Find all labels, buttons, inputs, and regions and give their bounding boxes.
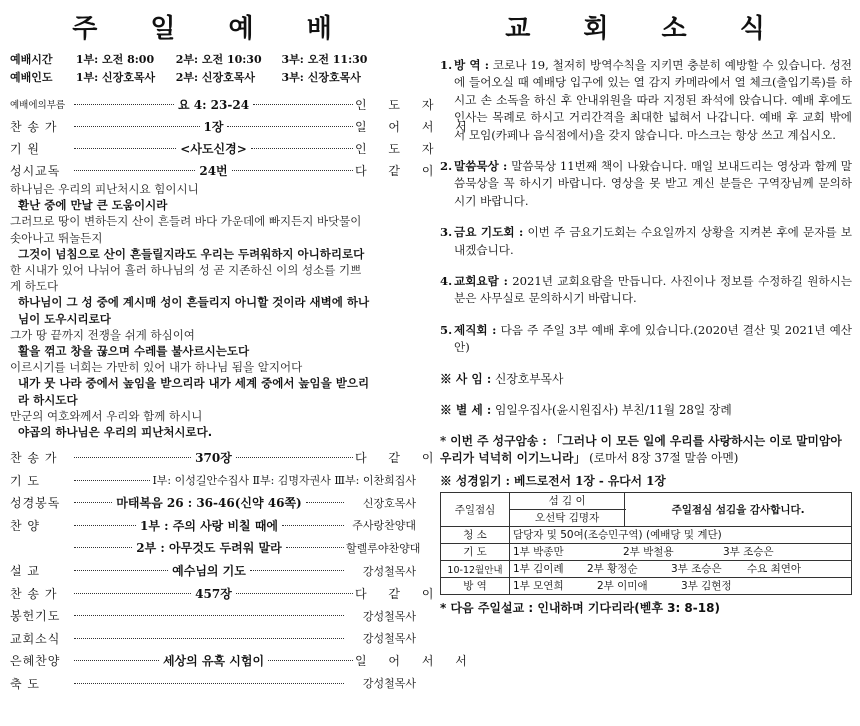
- cell-quarantine-detail: [510, 577, 852, 594]
- order-row: [10, 627, 416, 650]
- order-row: [10, 491, 416, 514]
- order-person: 신장호목사: [362, 496, 417, 510]
- time-part3: 3부: 오전 11:30: [281, 53, 368, 66]
- leaders-label: 예배인도: [10, 71, 53, 84]
- cell-lunch: 주일점심: [441, 492, 510, 526]
- news-text: 2021년 교회요람을 만듭니다. 사진이나 정보를 수정하길 원하시는 분은 사무실로 문의하시기 바랍니다.: [454, 274, 852, 306]
- leader-dots: [74, 547, 132, 548]
- order-label: 예배에의부름: [10, 100, 66, 111]
- leader-dots: [227, 126, 353, 127]
- worship-title: 주 일 예 배: [72, 14, 354, 44]
- news-text: 말씀묵상 11번째 책이 나왔습니다. 매일 보내드리는 영상과 함께 말씀묵상을 꼭 하시기 바랍니다. 영상을 못 받고 계신 분들은 구역장님께 문의하시기 바랍니다.: [454, 159, 852, 208]
- guide-wed: 수요 최연아: [747, 563, 802, 576]
- news-note: [440, 402, 852, 419]
- news-item: [440, 57, 852, 144]
- reading-response: 활을 꺾고 창을 끊으며 수레를 불사르시는도다: [18, 344, 250, 359]
- order-person: 강성철목사: [362, 609, 416, 623]
- cell-guide: 10-12월안내: [441, 560, 510, 577]
- order-person: 강성철목사: [362, 564, 417, 578]
- news-keyword: 교회요람 :: [454, 274, 508, 289]
- news-notes: [440, 371, 852, 419]
- order-person: 인 도 자: [355, 141, 443, 156]
- time-part1: 1부: 오전 8:00: [75, 53, 155, 66]
- order-person: 일 어 서 서: [355, 654, 476, 669]
- leader-dots: [282, 525, 344, 526]
- leader-dots: [74, 126, 200, 127]
- reading-lead: 그가 땅 끝까지 전쟁을 쉬게 하심이여: [10, 327, 195, 342]
- news-item: [440, 322, 852, 357]
- news-item: [440, 224, 852, 259]
- leader-dots: [74, 148, 176, 149]
- order-row: [10, 650, 476, 673]
- reading-lead: 게 하도다: [10, 279, 59, 294]
- news-keyword: 말씀묵상 :: [454, 159, 508, 174]
- note-text: 신장호부목사: [491, 371, 564, 386]
- news-keyword: 금요 기도회 :: [454, 225, 524, 240]
- leader-dots: [251, 148, 353, 149]
- order-item: 예수님의 기도: [172, 564, 246, 579]
- order-row: [10, 93, 443, 115]
- order-label: 성시교독: [10, 163, 61, 178]
- order-row: [10, 559, 416, 582]
- news-number: 1.: [440, 58, 453, 72]
- leader-dots: [74, 570, 168, 571]
- worship-times: [10, 51, 416, 69]
- reading-response: 님이 도우시리로다: [18, 311, 111, 326]
- leader-dots: [74, 638, 344, 639]
- order-row: [10, 582, 443, 605]
- leader-dots: [286, 547, 344, 548]
- news-body: [454, 158, 852, 210]
- leader-dots: [74, 170, 195, 171]
- reading-lead: 만군의 여호와께서 우리와 함께 하시니: [10, 408, 203, 423]
- guide-p2: 2부 황정순: [587, 563, 638, 576]
- leader-dots: [74, 502, 112, 503]
- order-label: 찬 양: [10, 518, 40, 533]
- cell-server-names: 오선탁 김명자: [510, 509, 625, 526]
- order-label: 축 도: [10, 676, 40, 691]
- memory-verse: [440, 433, 852, 467]
- memory-label: * 이번 주 성구암송 :: [440, 433, 547, 448]
- leader-dots: [74, 104, 174, 105]
- reading-lead: 이르시기를 너희는 가만히 있어 내가 하나님 됨을 알지어다: [10, 360, 303, 375]
- responsive-reading: [10, 181, 416, 440]
- order-item: 1장: [203, 119, 224, 134]
- news-body: [454, 224, 852, 259]
- order-row: [10, 446, 443, 469]
- note-keyword: ※ 사 임 :: [440, 371, 492, 386]
- cell-cleaning-detail: 담당자 및 50여(조승민구역) (예배당 및 계단): [510, 526, 852, 543]
- order-row: [10, 115, 476, 137]
- news-body: [454, 57, 852, 144]
- order-person: 할렐루야찬양대: [346, 541, 421, 555]
- order-row: [10, 514, 416, 537]
- news-keyword: 제직회 :: [454, 322, 497, 337]
- news-text: 이번 주 금요기도회는 수요일까지 상황을 지켜본 후에 문자를 보내겠습니다.: [454, 225, 852, 257]
- news-note: [440, 371, 852, 388]
- prayer-p3: 3부 조승은: [723, 546, 774, 559]
- leader-dots: [74, 593, 191, 594]
- leader-dots: [74, 480, 150, 481]
- news-title: 교 회 소 식: [505, 14, 787, 44]
- news-number: 2.: [440, 159, 453, 174]
- memory-ref: (로마서 8장 37절 말씀 아멘): [585, 450, 739, 465]
- note-keyword: ※ 별 세 :: [440, 402, 492, 417]
- order-label: 찬 송 가: [10, 586, 58, 601]
- order-item: 1부 : 주의 사랑 비칠 때에: [140, 518, 278, 533]
- cell-cleaning: 청 소: [441, 526, 510, 543]
- news-body: [454, 273, 852, 308]
- cell-prayer-detail: [510, 543, 852, 560]
- leader-dots: [74, 457, 191, 458]
- times-label: 예배시간: [10, 53, 53, 66]
- leader-dots: [306, 502, 344, 503]
- order-person: 다 같 이: [355, 163, 443, 178]
- order-row: [10, 604, 416, 627]
- bible-reading: ※ 성경읽기 : 베드로전서 1장 - 유다서 1장: [440, 473, 666, 488]
- service-table: [440, 492, 852, 595]
- news-number: 4.: [440, 274, 453, 289]
- leader-dots: [74, 615, 344, 616]
- reading-lead: 한 시내가 있어 나뉘어 흘러 하나님의 성 곧 지존하신 이의 성소를 기쁘: [10, 263, 362, 278]
- order-item: 457장: [195, 586, 232, 601]
- quar-p1: 1부 모연희: [513, 580, 564, 593]
- news-keyword: 방 역 :: [454, 58, 490, 72]
- order-row: [10, 159, 443, 181]
- order-row: [10, 537, 421, 560]
- leader-dots: [268, 660, 353, 661]
- leader-dots: [232, 170, 353, 171]
- leader-dots: [74, 525, 136, 526]
- leader-dots: [253, 104, 353, 105]
- order-item: 24번: [199, 163, 228, 178]
- order-person: 다 같 이: [355, 586, 443, 601]
- news-text: 다음 주 주일 3부 예배 후에 있습니다.(2020년 결산 및 2021년 예산안): [454, 322, 853, 355]
- prayer-p2: 2부 박철용: [623, 546, 674, 559]
- prayer-p1: 1부 박종만: [513, 546, 564, 559]
- reading-response: 그것이 넘침으로 산이 흔들릴지라도 우리는 두려워하지 아니하리로다: [18, 246, 365, 261]
- order-label: 기 도: [10, 473, 40, 488]
- cell-guide-detail: [510, 560, 852, 577]
- leader-dots: [236, 593, 353, 594]
- order-label: 기 원: [10, 141, 40, 156]
- order-person: 다 같 이: [355, 451, 443, 466]
- reading-response: 내가 뭇 나라 중에서 높임을 받으리라 내가 세계 중에서 높임을 받으리: [18, 376, 370, 391]
- reading-response: 환난 중에 만날 큰 도움이시라: [18, 198, 168, 213]
- order-row: [10, 672, 416, 695]
- church-news-column: [440, 0, 852, 616]
- cell-servers: 섬 김 이: [510, 492, 625, 509]
- worship-leaders: [10, 69, 416, 87]
- quar-p3: 3부 김현정: [681, 580, 732, 593]
- leader-dots: [236, 457, 353, 458]
- order-row: [10, 469, 416, 492]
- guide-p3: 3부 조승은: [671, 563, 722, 576]
- leader-dots: [250, 570, 344, 571]
- news-items: [440, 57, 852, 357]
- order-list-top: [10, 93, 476, 181]
- reading-lead: 그러므로 땅이 변하든지 산이 흔들려 바다 가운데에 빠지든지 바닷물이: [10, 214, 362, 229]
- reading-lead: 솟아나고 뛰놀든지: [10, 230, 103, 245]
- order-person: 인 도 자: [355, 97, 443, 112]
- note-text: 임일우집사(윤시원집사) 부친/11월 28일 장례: [491, 402, 732, 417]
- order-item: 요 4: 23-24: [177, 97, 250, 112]
- order-item: 마태복음 26 : 36-46(신약 46쪽): [116, 496, 302, 511]
- cell-quarantine: 방 역: [441, 577, 510, 594]
- order-item: 세상의 유혹 시험이: [162, 654, 265, 669]
- order-person: 주사랑찬양대: [352, 519, 416, 533]
- guide-p1: 1부 김이례: [513, 563, 564, 576]
- order-person: 일 어 서 서: [355, 119, 476, 134]
- order-label: 은혜찬양: [10, 654, 61, 669]
- leader-part1: 1부: 신장호목사: [75, 71, 156, 84]
- news-text: 코로나 19, 철저히 방역수칙을 지키면 충분히 예방할 수 있습니다. 성전에 들어오실 때 예배당 입구에 있는 열 감지 카메라에서 열 체크(출입기록)를 하시고 손 소독을 하신 후 안내위원을 따라 지정된 좌석에 앉습니다. 예배 후에도 인사는 목례로 하시고 거리간격을 최대한 넓혀서 나갑니다. 예배 후 교회 밖에서 모임(카페나 음식점에서)을 갖지 않습니다. 마스크는 항상 쓰고 계십시오.: [454, 58, 852, 142]
- leader-part3: 3부: 신장호목사: [281, 71, 361, 84]
- order-item: <사도신경>: [180, 141, 247, 156]
- memory-quote: 「그러나 이 모든 일에 우리를 사랑하시는 이로 말미암아 우리가 넉넉히 이기느니라」: [440, 433, 842, 465]
- time-part2: 2부: 오전 10:30: [175, 53, 262, 66]
- news-item: [440, 273, 852, 308]
- news-body: [454, 322, 852, 357]
- reading-response: 야곱의 하나님은 우리의 피난처시로다.: [18, 425, 213, 440]
- reading-response: 라 하시도다: [18, 392, 78, 407]
- news-number: 5.: [440, 322, 453, 337]
- leader-part2: 2부: 신장호목사: [175, 71, 255, 84]
- order-row: [10, 137, 443, 159]
- cell-prayer: 기 도: [441, 543, 510, 560]
- quar-p2: 2부 이미애: [597, 580, 648, 593]
- order-person: Ⅰ부: 이성길안수집사 Ⅱ부: 김명자권사 Ⅲ부: 이찬희집사: [152, 474, 416, 488]
- order-label: 찬 송 가: [10, 451, 58, 466]
- news-number: 3.: [440, 225, 453, 240]
- order-label: 교회소식: [10, 631, 61, 646]
- next-sermon: * 다음 주일설교 : 인내하며 기다리라(벧후 3: 8-18): [440, 600, 720, 615]
- reading-response: 하나님이 그 성 중에 계시매 성이 흔들리지 아니할 것이라 새벽에 하나: [18, 295, 370, 310]
- cell-thanks: 주일점심 섬김을 감사합니다.: [625, 492, 852, 526]
- order-label: 찬 송 가: [10, 119, 58, 134]
- news-item: [440, 158, 852, 210]
- order-item: 370장: [195, 451, 232, 466]
- leader-dots: [74, 660, 159, 661]
- order-person: 강성철목사: [362, 632, 416, 646]
- order-label: 성경봉독: [10, 496, 61, 511]
- reading-lead: 하나님은 우리의 피난처시요 힘이시니: [10, 182, 199, 196]
- order-person: 강성철목사: [362, 677, 416, 691]
- leader-dots: [74, 683, 344, 684]
- order-item: 2부 : 아무것도 두려워 말라: [136, 541, 282, 556]
- order-label: 설 교: [10, 564, 40, 579]
- order-label: 봉헌기도: [10, 609, 61, 624]
